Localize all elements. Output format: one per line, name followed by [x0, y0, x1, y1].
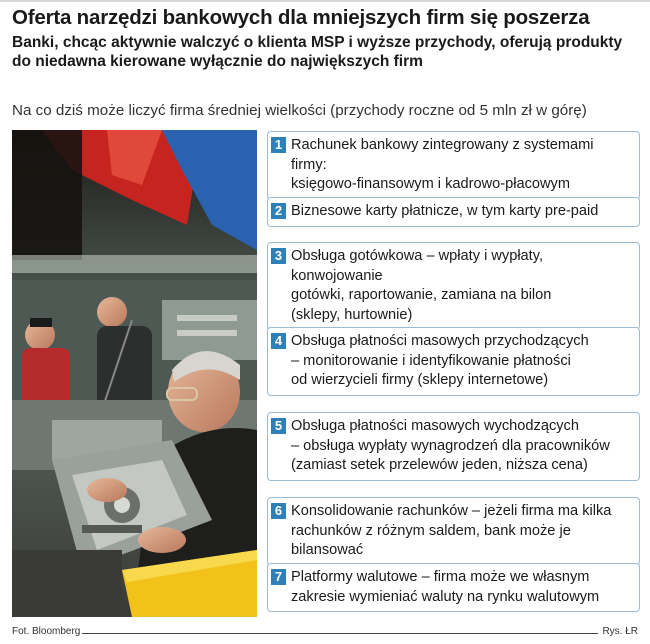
list-item-3: [267, 242, 640, 330]
item-number: 3: [271, 248, 286, 264]
list-item-4: [267, 327, 640, 396]
item-number: 6: [271, 503, 286, 519]
list-item-5: [267, 412, 640, 481]
page-title: Oferta narzędzi bankowych dla mniejszych firm się poszerza: [12, 6, 590, 29]
list-item-7: [267, 563, 640, 612]
intro-text: Na co dziś może liczyć firma średniej wielkości (przychody roczne od 5 mln zł w górę): [12, 102, 587, 119]
item-text: Obsługa płatności masowych wychodzących – obsługa wypłaty wynagrodzeń dla pracowników (zamiast setek przelewów jeden, niższa cena): [291, 418, 610, 474]
item-number: 2: [271, 203, 286, 219]
list-item-1: [267, 131, 640, 200]
factory-workers-photo: [12, 130, 257, 617]
item-text: Konsolidowanie rachunków – jeżeli firma ma kilka rachunków z różnym saldem, bank może je bilansować: [291, 503, 612, 559]
item-text: Biznesowe karty płatnicze, w tym karty pre-paid: [291, 203, 599, 219]
top-rule: [0, 0, 650, 2]
item-number: 4: [271, 333, 286, 349]
item-text: Rachunek bankowy zintegrowany z systemami firmy: księgowo-finansowym i kadrowo-płacowym: [291, 137, 594, 193]
item-number: 7: [271, 569, 286, 585]
list-item-2: [267, 197, 640, 227]
item-text: Obsługa gotówkowa – wpłaty i wypłaty, konwojowanie gotówki, raportowanie, zamiana na bilon (sklepy, hurtownie): [291, 248, 552, 323]
item-text: Platformy walutowe – firma może we własnym zakresie wymieniać waluty na rynku walutowym: [291, 569, 600, 605]
list-item-6: [267, 497, 640, 566]
page-subtitle: Banki, chcąc aktywnie walczyć o klienta MSP i wyższe przychody, oferują produkty do niedawna kierowane wyłącznie do największych firm: [12, 34, 623, 70]
drawing-credit: Rys. ŁR: [602, 626, 638, 637]
item-text: Obsługa płatności masowych przychodzących – monitorowanie i identyfikowanie płatności od wierzycieli firmy (sklepy internetowe): [291, 333, 589, 389]
footer-rule: [82, 633, 598, 634]
item-number: 5: [271, 418, 286, 434]
item-number: 1: [271, 137, 286, 153]
photo-credit: Fot. Bloomberg: [12, 626, 81, 637]
